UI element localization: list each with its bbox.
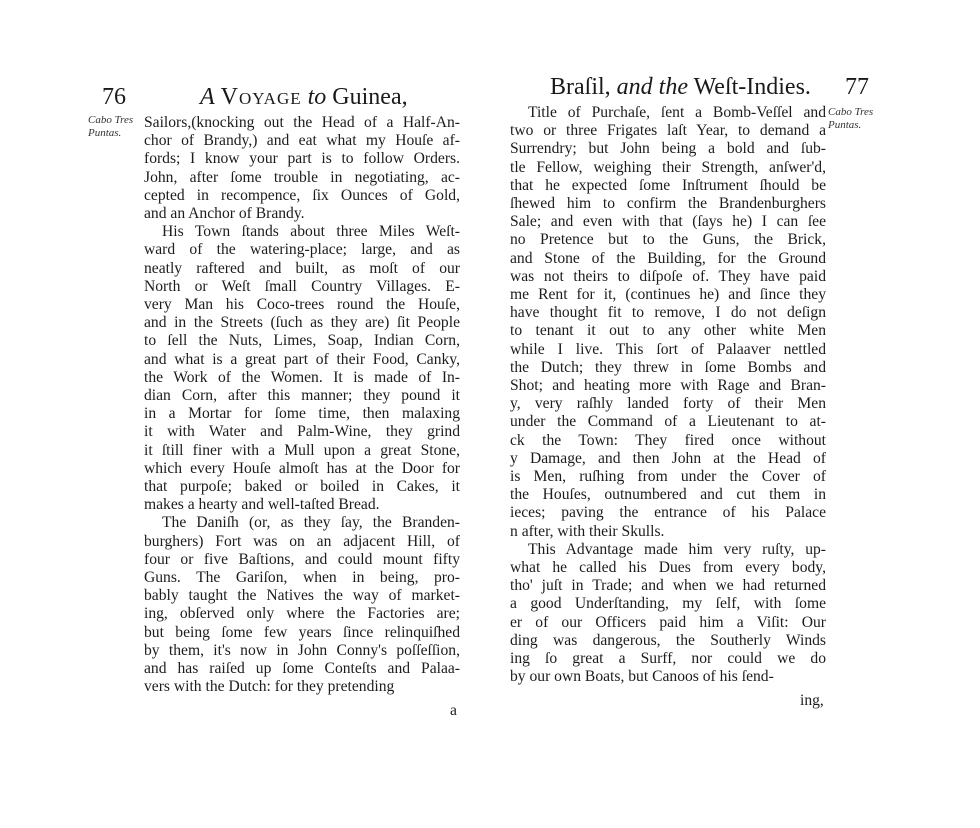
text-line: have thought fit to remove, I do not deſign xyxy=(510,304,826,322)
running-head-voyage: Voyage xyxy=(220,84,302,110)
text-line: y Damage, and then John at the Head of xyxy=(510,449,826,467)
text-line: ſhewed him to confirm the Brandenburghers xyxy=(510,195,826,213)
text-line: it with Water and Palm-Wine, they grind xyxy=(144,423,460,441)
text-line: no Pretence but to the Guns, the Brick, xyxy=(510,231,826,249)
text-line: and what is a great part of their Food, Canky, xyxy=(144,350,460,368)
text-line: the Dutch; they threw in ſome Bombs and xyxy=(510,358,826,376)
text-line: while I live. This ſort of Palaaver nettled xyxy=(510,340,826,358)
running-head-and-the: and the xyxy=(616,74,688,100)
running-head-right xyxy=(550,74,811,101)
text-line: tle Fellow, weighing their Strength, anſwer'd, xyxy=(510,158,826,176)
text-line: bably taught the Natives the way of market- xyxy=(144,587,460,605)
text-line: makes a hearty and well-taſted Bread. xyxy=(144,496,380,514)
running-head-left xyxy=(200,84,408,111)
text-line: in a Mortar for ſome time, then malaxing xyxy=(144,405,460,423)
text-line: me Rent for it, (continues he) and ſince they xyxy=(510,286,826,304)
text-line: to ſell the Nuts, Limes, Soap, Indian Corn, xyxy=(144,332,460,350)
text-line: and an Anchor of Brandy. xyxy=(144,205,305,223)
text-line: tho' juſt in Trade; and when we had returned xyxy=(510,577,826,595)
text-line: that purpoſe; baked or boiled in Cakes, it xyxy=(144,478,460,496)
text-line: two or three Frigates laſt Year, to demand a xyxy=(510,122,826,140)
text-line: This Advantage made him very ruſty, up- xyxy=(528,540,826,558)
text-line: which every Houſe almoſt has at the Door for xyxy=(144,459,460,477)
margin-note-left: Cabo Tres Puntas. xyxy=(88,114,134,139)
text-line: by them, it's now in John Conny's poſſeſſion, xyxy=(144,641,460,659)
text-line: very Man his Coco-trees round the Houſe, xyxy=(144,296,460,314)
text-line: n after, with their Skulls. xyxy=(510,522,665,540)
running-head-place2: Weſt-Indies. xyxy=(693,74,811,100)
text-line: ding was dangerous, the Southerly Winds xyxy=(510,631,826,649)
text-line: dian Corn, after this manner; they pound it xyxy=(144,387,460,405)
text-line: ing ſo great a Surff, nor could we do xyxy=(510,650,826,668)
text-line: ward of the watering-place; large, and as xyxy=(144,241,460,259)
text-line: a good Underſtanding, my ſelf, with ſome xyxy=(510,595,826,613)
running-head-initial: A xyxy=(200,84,215,110)
text-line: and in the Streets (ſuch as they are) ſit People xyxy=(144,314,460,332)
text-line: is Men, ruſhing from under the Cover of xyxy=(510,468,826,486)
margin-note-right: Cabo Tres Puntas. xyxy=(828,106,874,131)
catchword-right: ing, xyxy=(800,692,824,709)
text-line: Shot; and heating more with Rage and Bran- xyxy=(510,377,826,395)
text-line: John, after ſome trouble in negotiating, ac- xyxy=(144,168,460,186)
text-line: what he called his Dues from every body, xyxy=(510,559,826,577)
text-line: ieces; paving the entrance of his Palace xyxy=(510,504,826,522)
text-line: Sailors,(knocking out the Head of a Half-An- xyxy=(144,114,460,131)
text-line: er of our Officers paid him a Viſit: Our xyxy=(510,613,826,631)
page-number-left: 76 xyxy=(102,84,126,110)
text-line: burghers) Fort was on an adjacent Hill, of xyxy=(144,532,460,550)
text-line: by our own Boats, but Canoos of his ſend- xyxy=(510,668,774,686)
text-line: Surrendry; but John being a bold and ſub- xyxy=(510,140,826,158)
text-line: it ſtill finer with a Mull upon a great Stone, xyxy=(144,441,460,459)
text-line: and Stone of the Building, for the Ground xyxy=(510,249,826,267)
text-line: Guns. The Gariſon, when in being, pro- xyxy=(144,569,460,587)
text-line: four or five Baſtions, and could mount fifty xyxy=(144,550,460,568)
text-line: under the Command of a Lieutenant to at- xyxy=(510,413,826,431)
text-line: Sale; and even with that (ſays he) I can ſee xyxy=(510,213,826,231)
left-page-body xyxy=(144,114,460,697)
right-page xyxy=(490,0,980,828)
text-line: vers with the Dutch: for they pretending xyxy=(144,678,395,696)
text-line: was not theirs to diſpoſe of. They have paid xyxy=(510,267,826,285)
text-line: y, very raſhly landed forty of their Men xyxy=(510,395,826,413)
text-line: chor of Brandy,) and eat what my Houſe af- xyxy=(144,132,460,150)
text-line: The Daniſh (or, as they ſay, the Branden- xyxy=(162,514,460,532)
text-line: but being ſome few years ſince relinquiſhed xyxy=(144,623,460,641)
text-line: neatly raftered and built, as moſt of our xyxy=(144,259,460,277)
running-head-to: to xyxy=(307,84,327,110)
text-line: Title of Purchaſe, ſent a Bomb-Veſſel and xyxy=(528,104,826,121)
text-line: ing, obſerved only where the Factories are; xyxy=(144,605,460,623)
text-line: North or Weſt ſmall Country Villages. E- xyxy=(144,277,460,295)
text-line: the Houſes, outnumbered and cut them in xyxy=(510,486,826,504)
text-line: His Town ſtands about three Miles Weſt- xyxy=(162,223,460,241)
text-line: and has raiſed up ſome Conteſts and Palaa- xyxy=(144,660,460,678)
page-number-right: 77 xyxy=(845,74,869,100)
text-line: the Work of the Women. It is made of In- xyxy=(144,368,460,386)
right-page-body xyxy=(510,104,826,687)
running-head-place1: Braſil, xyxy=(550,74,611,100)
text-line: that he expected ſome Inſtrument ſhould be xyxy=(510,176,826,194)
text-line: ck the Town: They fired once without xyxy=(510,431,826,449)
running-head-place: Guinea, xyxy=(332,84,408,110)
text-line: cepted in recompence, ſix Ounces of Gold, xyxy=(144,186,460,204)
text-line: fords; I know your part is to follow Orders. xyxy=(144,150,460,168)
catchword-left: a xyxy=(450,702,457,719)
text-line: to tenant it out to any other white Men xyxy=(510,322,826,340)
